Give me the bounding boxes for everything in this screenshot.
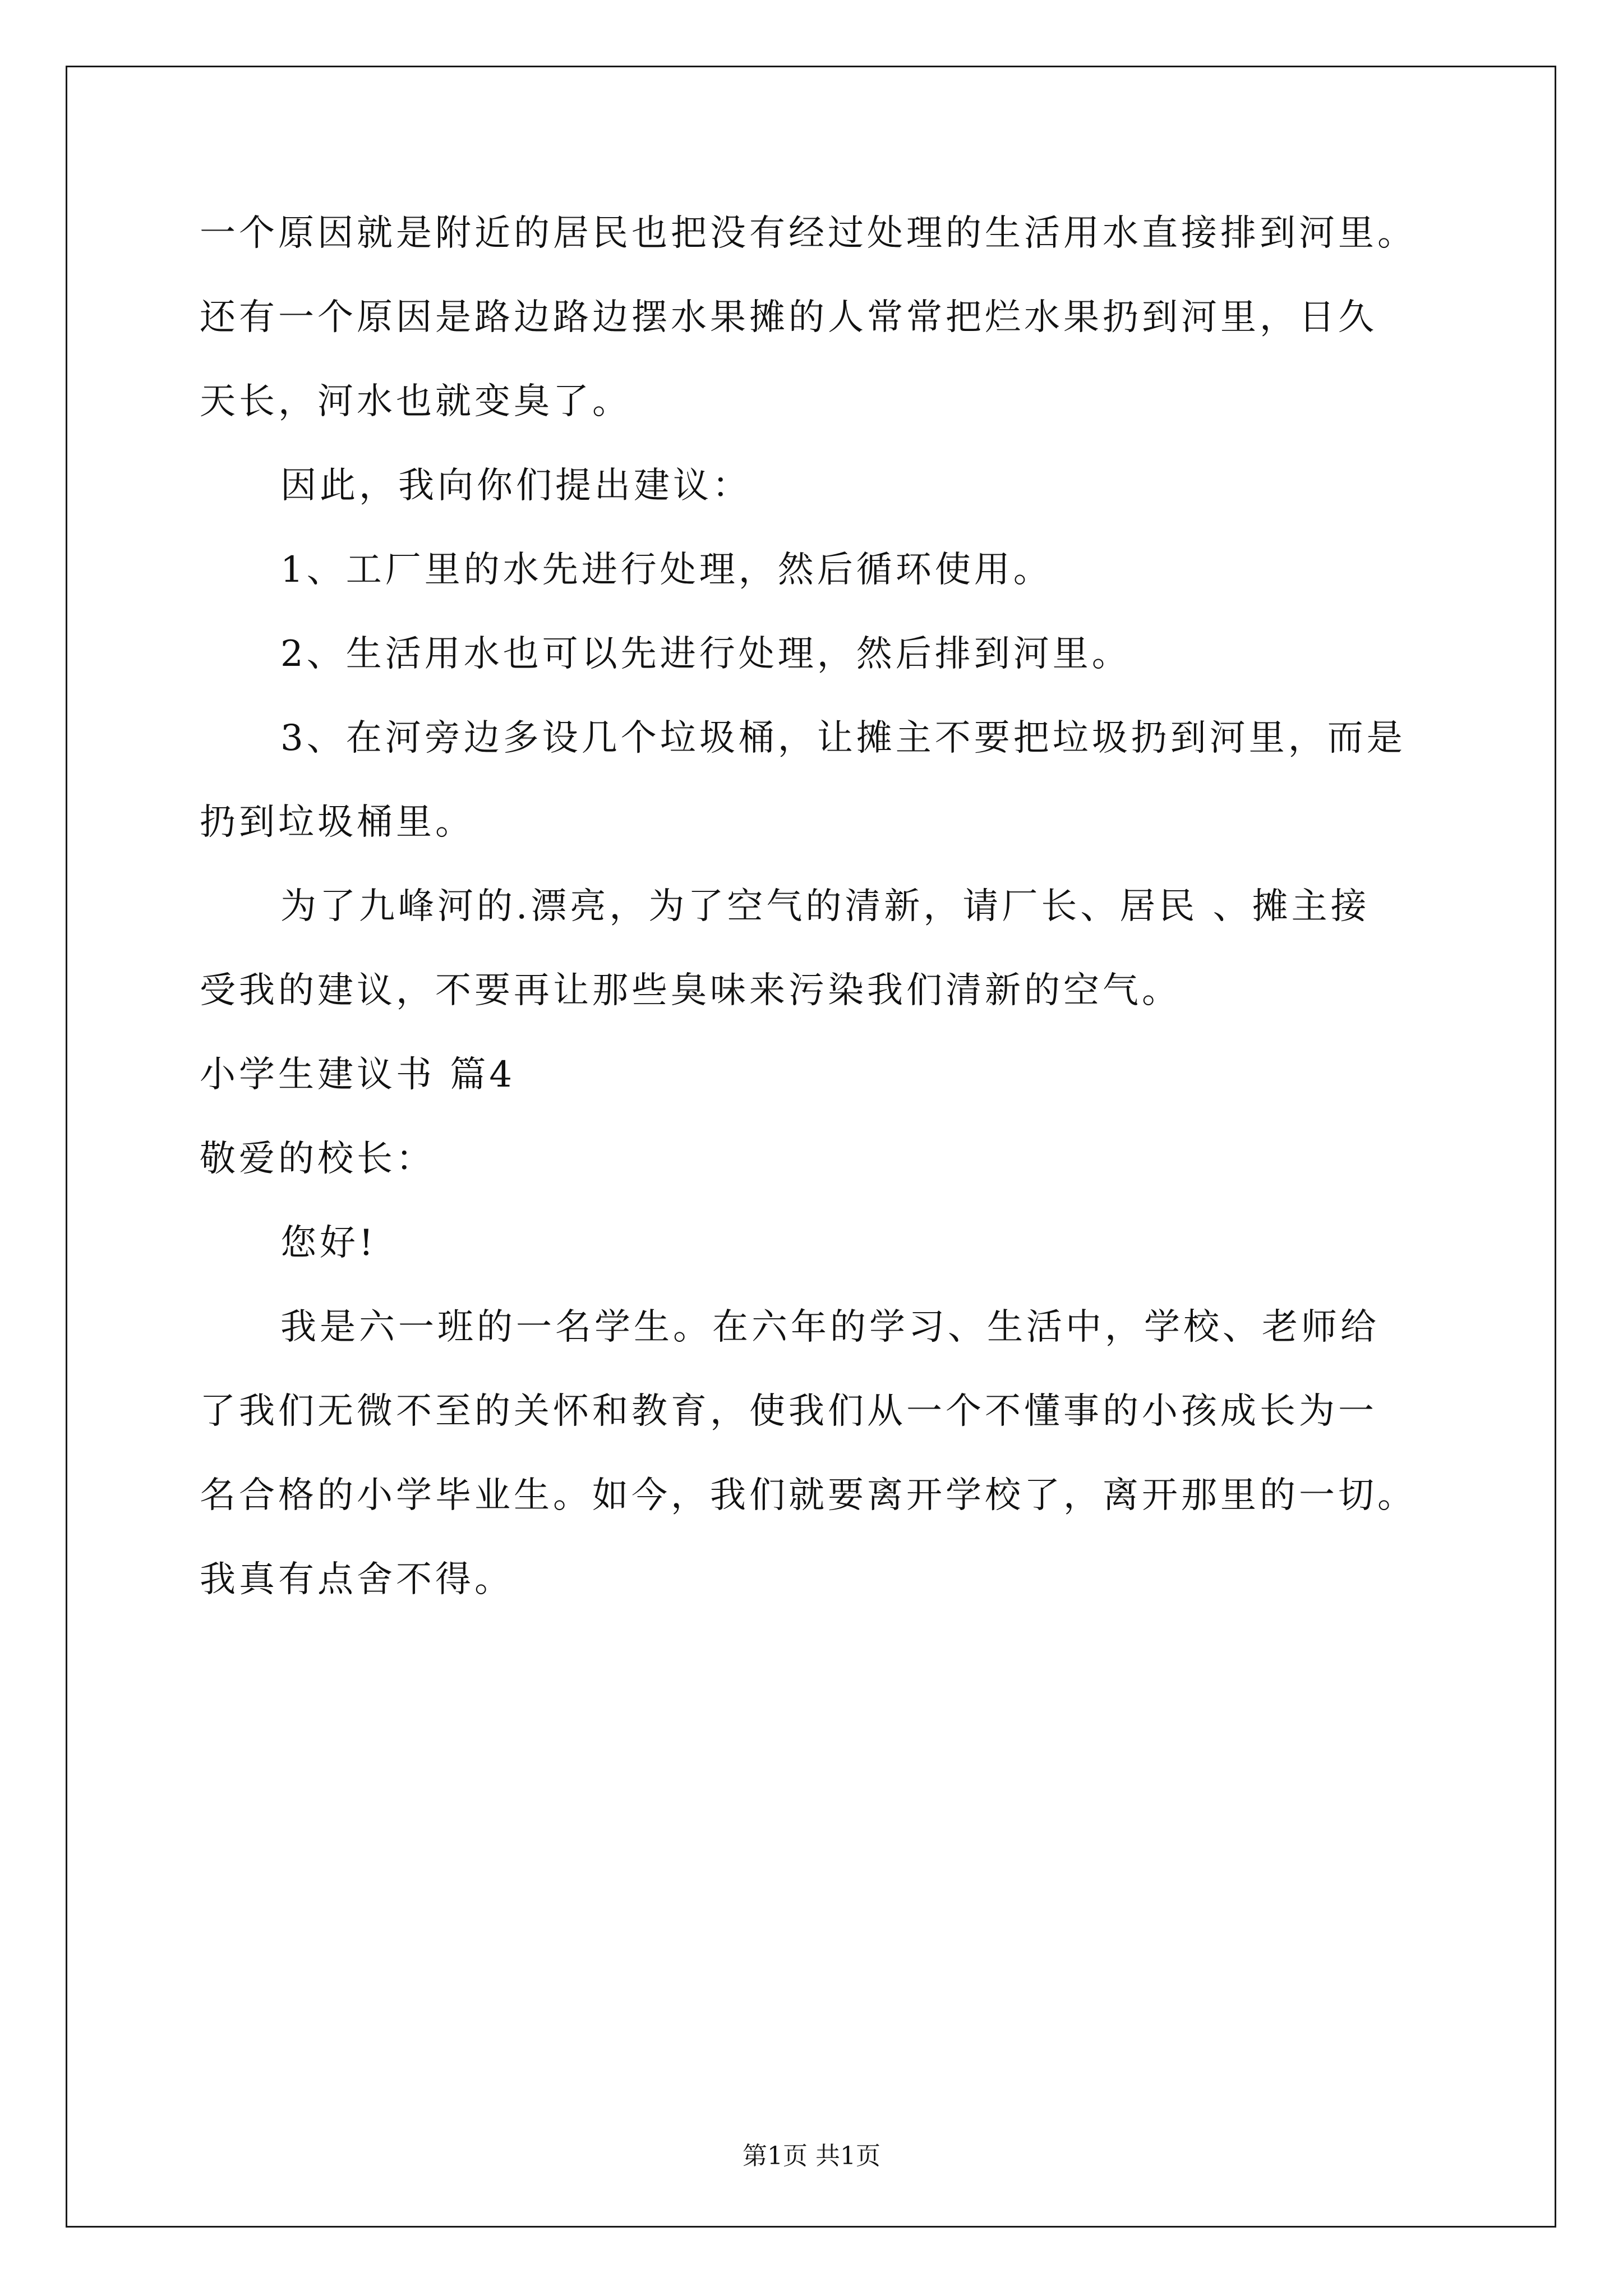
text-line: 因此，我向你们提出建议： (280, 465, 751, 507)
text-line: 为了九峰河的.漂亮，为了空气的清新，请厂长、居民 、摊主接 (280, 886, 1370, 927)
page-footer: 第1页 共1页 (743, 2142, 880, 2170)
text-line: 天长，河水也就变臭了。 (200, 381, 631, 422)
text-line: 我真有点舍不得。 (200, 1559, 514, 1600)
text-line: 一个原因就是附近的居民也把没有经过处理的生活用水直接排到河里。 (200, 213, 1417, 254)
salutation: 敬爱的校长： (200, 1138, 435, 1180)
list-item: 2、生活用水也可以先进行处理，然后排到河里。 (280, 633, 1131, 675)
text-line: 名合格的小学毕业生。如今，我们就要离开学校了，离开那里的一切。 (200, 1475, 1417, 1516)
section-heading: 小学生建议书 篇4 (200, 1054, 516, 1096)
text-line: 受我的建议，不要再让那些臭味来污染我们清新的空气。 (200, 970, 1181, 1011)
greeting: 您好! (280, 1222, 377, 1264)
text-line: 了我们无微不至的关怀和教育，使我们从一个不懂事的小孩成长为一 (200, 1391, 1377, 1432)
list-item: 3、在河旁边多设几个垃圾桶，让摊主不要把垃圾扔到河里，而是 (280, 717, 1406, 759)
text-line: 还有一个原因是路边路边摆水果摊的人常常把烂水果扔到河里，日久 (200, 297, 1377, 338)
text-line: 我是六一班的一名学生。在六年的学习、生活中，学校、老师给 (280, 1306, 1380, 1348)
list-item: 1、工厂里的水先进行处理，然后循环使用。 (280, 549, 1053, 591)
text-line: 扔到垃圾桶里。 (200, 802, 474, 843)
